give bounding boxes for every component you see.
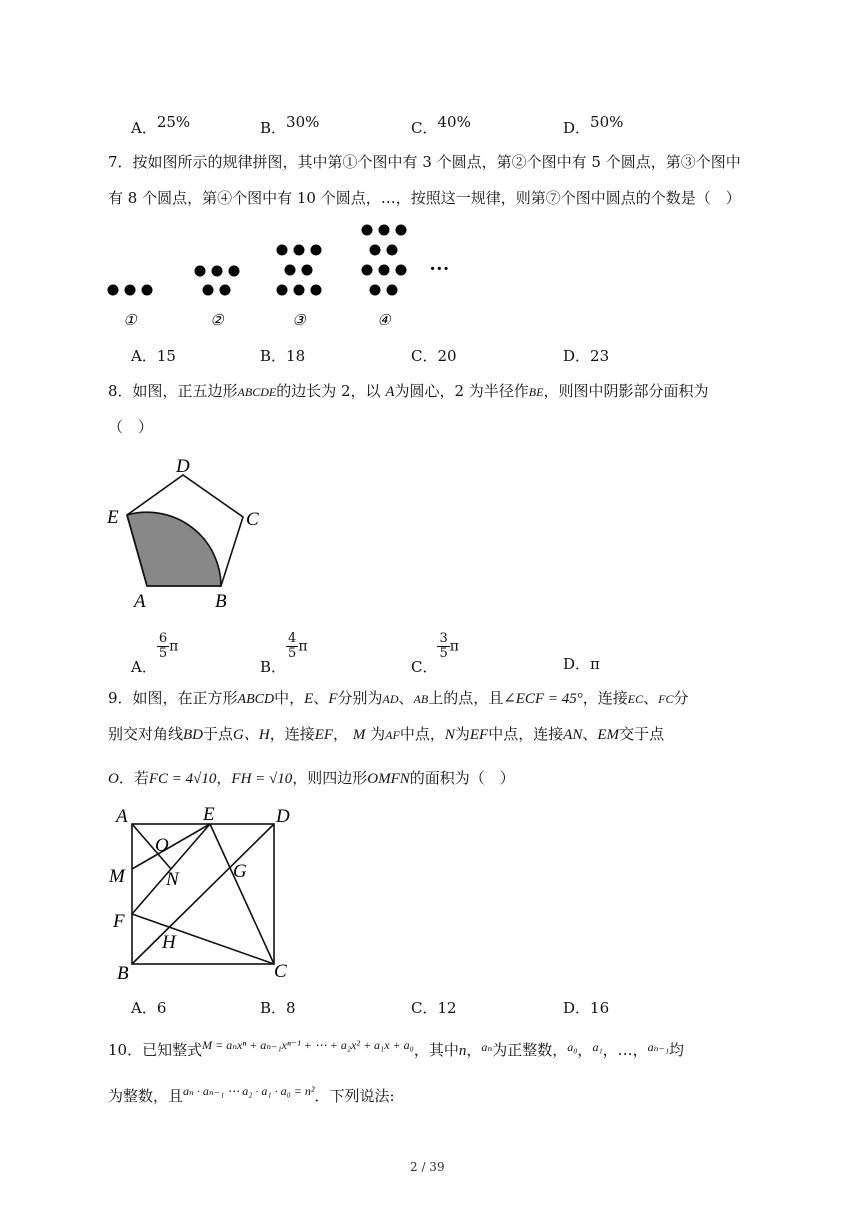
dot — [396, 265, 407, 276]
page-number: 2 / 39 — [410, 1160, 445, 1174]
label-h: H — [162, 932, 176, 953]
q8-option-c: C． $\frac{3}{5}$ π — [411, 631, 459, 676]
q7-option-a: A．15 — [131, 347, 176, 365]
dot — [396, 225, 407, 236]
figure-label-2: ② — [210, 313, 224, 329]
q9-option-b: B．8 — [260, 999, 296, 1017]
label-a: A — [134, 591, 146, 612]
label-a: A — [116, 806, 128, 827]
segment-em — [132, 824, 210, 869]
dot — [379, 225, 390, 236]
dot — [387, 245, 398, 256]
dot — [311, 245, 322, 256]
segment-fc — [132, 914, 274, 964]
dot — [285, 265, 296, 276]
dot — [108, 285, 119, 296]
label-f: F — [113, 911, 125, 932]
dot — [277, 285, 288, 296]
dot — [370, 245, 381, 256]
q9-option-c: C．12 — [411, 999, 457, 1017]
ellipsis-label: … — [430, 253, 450, 275]
label-d: D — [276, 806, 290, 827]
q6-option-a: A．25% — [131, 113, 191, 137]
q6-option-d: D．50% — [563, 113, 624, 137]
q7-option-b: B．18 — [260, 347, 306, 365]
dot — [294, 285, 305, 296]
dot — [277, 245, 288, 256]
q9-option-d: D．16 — [563, 999, 610, 1017]
segment-ec — [210, 824, 274, 964]
dot — [229, 266, 240, 277]
label-c: C — [274, 961, 287, 982]
dot — [195, 266, 206, 277]
dot — [387, 285, 398, 296]
q8-line-1: 8．如图，正五边形ABCDE的边长为 2，以 A为圆心，2 为半径作BE，则图中阴影部分面积为 — [108, 382, 709, 400]
label-e: E — [107, 507, 119, 528]
q7-line-1: 7．按如图所示的规律拼图，其中第①个图中有 3 个圆点，第②个图中有 5 个圆点，第③个图中 — [108, 153, 741, 171]
label-e: E — [203, 804, 215, 825]
q9-square-figure — [100, 800, 300, 985]
dot — [302, 265, 313, 276]
q6-option-b: B．30% — [260, 113, 320, 137]
label-n: N — [166, 869, 179, 890]
q7-dot-pattern-figure — [100, 218, 460, 338]
q9-line-1: 9．如图，在正方形ABCD中，E、F分别为AD、AB上的点，且∠ECF = 45°，连接EC、FC分 — [108, 689, 689, 707]
q9-line-2: 别交对角线BD于点G、H，连接EF， M 为AF中点，N为EF中点，连接AN、EM交于点 — [108, 725, 665, 743]
label-m: M — [109, 866, 125, 887]
label-o: O — [155, 835, 169, 856]
q9-line-3: O．若FC = 4√10，FH = √10，则四边形OMFN的面积为（ ） — [108, 769, 515, 787]
diagonal-bd — [132, 824, 274, 964]
figure-label-4: ④ — [377, 313, 391, 329]
label-d: D — [176, 456, 190, 477]
dot — [220, 285, 231, 296]
dot — [212, 266, 223, 277]
dot — [142, 285, 153, 296]
dot — [294, 245, 305, 256]
label-g: G — [233, 861, 247, 882]
label-b: B — [215, 591, 227, 612]
shaded-region — [127, 512, 221, 586]
dot — [203, 285, 214, 296]
q7-option-d: D．23 — [563, 347, 610, 365]
q10-line-2: 为整数，且$^{a_n \cdot a_{n-1} \cdots a_2 \cdot a_1 \cdot a_0 = n^2}$．下列说法: — [108, 1084, 395, 1105]
q8-pentagon-figure — [100, 450, 270, 615]
q8-line-2: （ ） — [108, 418, 154, 436]
dot — [362, 265, 373, 276]
dot — [311, 285, 322, 296]
q6-option-c: C．40% — [411, 113, 471, 137]
q10-line-1: 10．已知整式$^{M = a_nx^n + a_{n-1}x^{n-1} + \cdots + a_2x^2 + a_1x + a_0}$，其中n，$^{a_n}$为正整数，$^{a_0}$，$^{a_1}$，…，$^{a_{n-1}}$均 — [108, 1038, 685, 1059]
dot — [370, 285, 381, 296]
q7-option-c: C．20 — [411, 347, 457, 365]
q8-option-a: A． $\frac{6}{5}$ π — [131, 631, 179, 676]
q9-option-a: A．6 — [131, 999, 167, 1017]
figure-label-1: ① — [123, 313, 137, 329]
dot — [379, 265, 390, 276]
figure-label-3: ③ — [292, 313, 306, 329]
q8-option-b: B． $\frac{4}{5}$ π — [260, 631, 308, 676]
dot — [362, 225, 373, 236]
q8-option-d: D．π — [563, 655, 600, 673]
dot — [125, 285, 136, 296]
label-b: B — [117, 963, 129, 984]
q7-line-2: 有 8 个圆点，第④个图中有 10 个圆点，…，按照这一规律，则第⑦个图中圆点的个数是（ ） — [108, 189, 741, 207]
label-c: C — [246, 509, 259, 530]
